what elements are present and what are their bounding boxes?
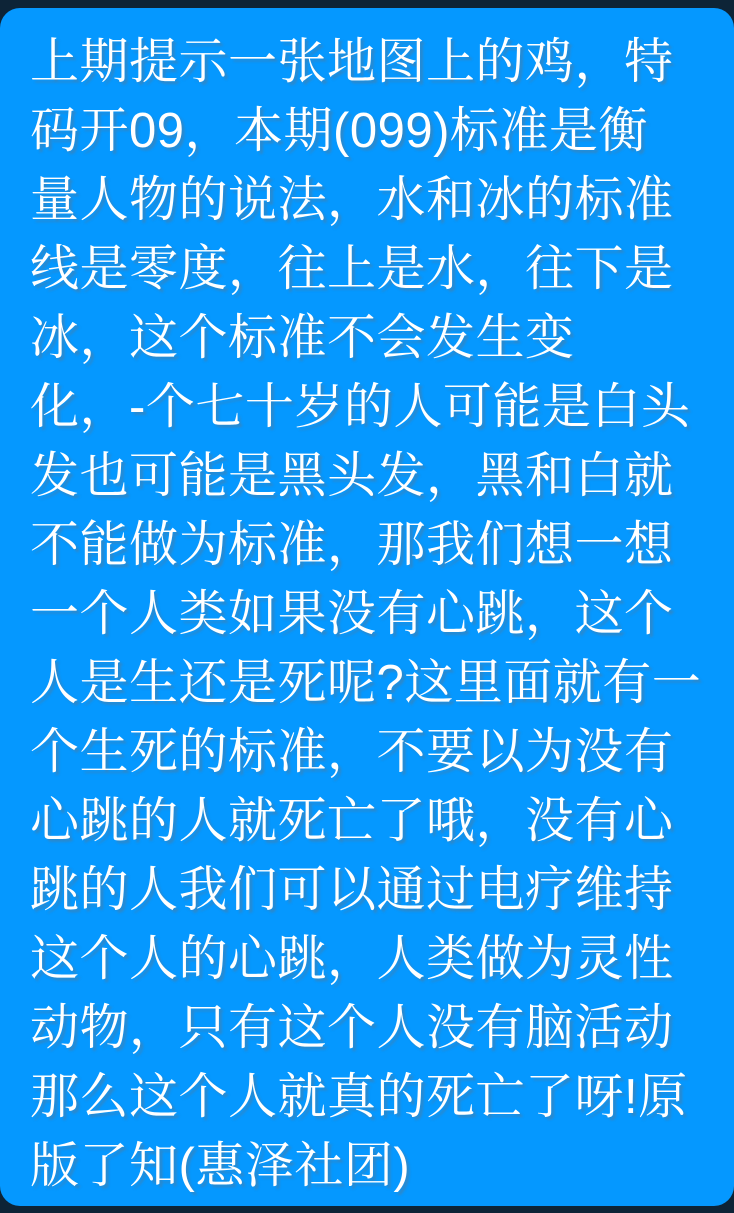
text-line: 版了知(惠泽社团) xyxy=(30,1139,411,1193)
text-line: 量人物的说法，水和冰的标准 xyxy=(30,173,674,227)
text-line: 这个人的心跳，人类做为灵性 xyxy=(30,932,674,986)
text-line: 一个人类如果没有心跳，这个 xyxy=(30,587,674,641)
text-line: 跳的人我们可以通过电疗维持 xyxy=(30,863,674,917)
text-line: 那么这个人就真的死亡了呀!原 xyxy=(30,1070,688,1124)
text-line: 码开09，本期(099)标准是衡 xyxy=(30,104,648,158)
text-line: 冰，这个标准不会发生变 xyxy=(30,311,575,365)
text-line: 发也可能是黑头发，黑和白就 xyxy=(30,449,674,503)
text-line: 线是零度，往上是水，往下是 xyxy=(30,242,674,296)
message-card xyxy=(0,8,734,1206)
text-line: 不能做为标准，那我们想一想 xyxy=(30,518,674,572)
text-line: 人是生还是死呢?这里面就有一 xyxy=(30,656,702,710)
text-line: 化，-个七十岁的人可能是白头 xyxy=(30,380,691,434)
text-line: 心跳的人就死亡了哦，没有心 xyxy=(30,794,674,848)
text-line: 动物，只有这个人没有脑活动 xyxy=(30,1001,674,1055)
message-text xyxy=(30,28,706,1201)
text-line: 个生死的标准，不要以为没有 xyxy=(30,725,674,779)
text-line: 上期提示一张地图上的鸡，特 xyxy=(30,35,674,89)
